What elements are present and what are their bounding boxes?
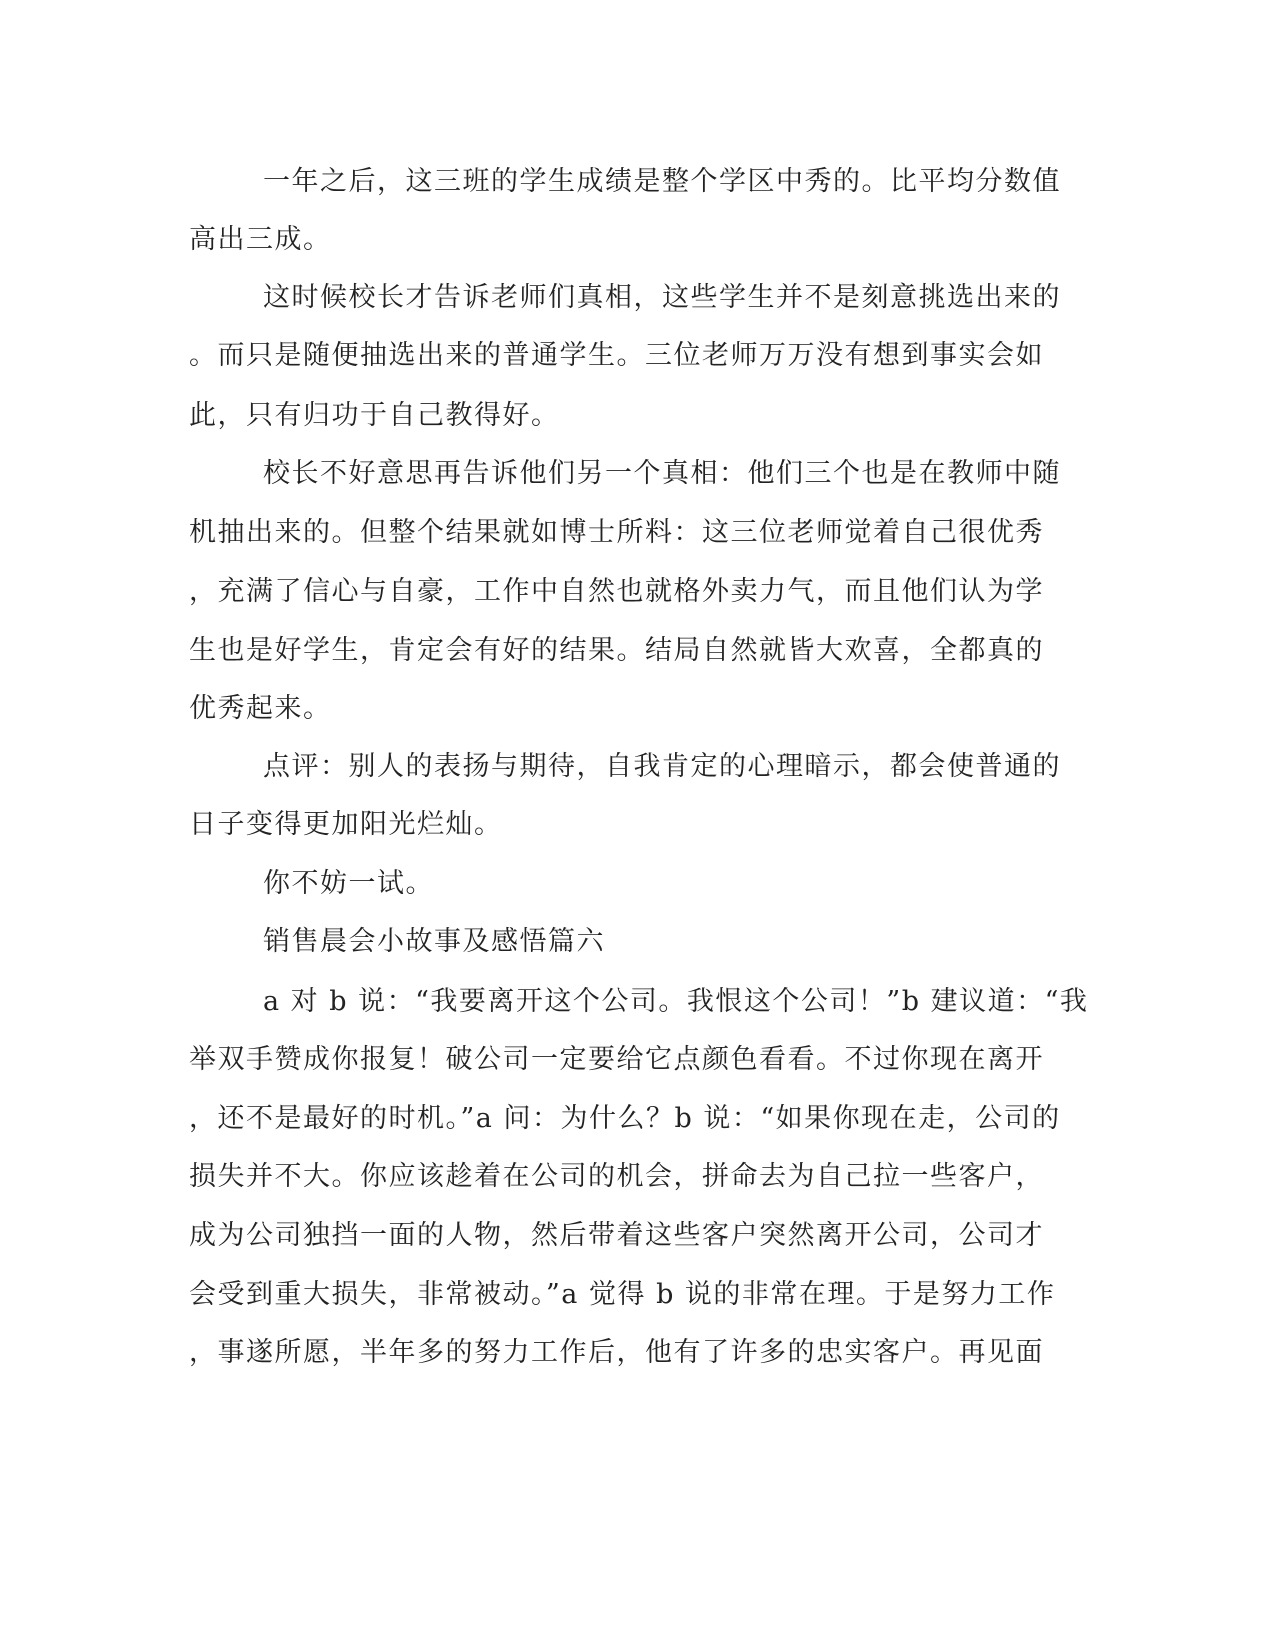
paragraph-line: 机抽出来的。但整个结果就如博士所料：这三位老师觉着自己很优秀 (189, 517, 1044, 548)
paragraph-line: 生也是好学生，肯定会有好的结果。结局自然就皆大欢喜，全都真的 (189, 635, 1044, 666)
paragraph-line: ，事遂所愿，半年多的努力工作后，他有了许多的忠实客户。再见面 (189, 1337, 1044, 1368)
paragraph-line: 一年之后，这三班的学生成绩是整个学区中秀的。比平均分数值 (263, 166, 1061, 197)
paragraph-line: 优秀起来。 (189, 693, 332, 724)
paragraph-line: 。而只是随便抽选出来的普通学生。三位老师万万没有想到事实会如 (189, 340, 1044, 371)
paragraph-line: 高出三成。 (189, 224, 332, 255)
paragraph-line: ，还不是最好的时机。”a 问：为什么？b 说：“如果你现在走，公司的 (189, 1103, 1061, 1134)
paragraph-line: 举双手赞成你报复！破公司一定要给它点颜色看看。不过你现在离开 (189, 1044, 1044, 1075)
paragraph-line: 这时候校长才告诉老师们真相，这些学生并不是刻意挑选出来的 (263, 282, 1061, 313)
paragraph-line: 点评：别人的表扬与期待，自我肯定的心理暗示，都会使普通的 (263, 751, 1061, 782)
paragraph-line: 此，只有归功于自己教得好。 (189, 400, 560, 431)
paragraph-line: 你不妨一试。 (263, 868, 434, 899)
paragraph-line: 损失并不大。你应该趁着在公司的机会，拼命去为自己拉一些客户， (189, 1161, 1044, 1192)
paragraph-line: a 对 b 说：“我要离开这个公司。我恨这个公司！”b 建议道：“我 (263, 986, 1089, 1017)
paragraph-line: 成为公司独挡一面的人物，然后带着这些客户突然离开公司，公司才 (189, 1220, 1044, 1251)
section-heading: 销售晨会小故事及感悟篇六 (263, 926, 605, 957)
paragraph-line: 会受到重大损失，非常被动。”a 觉得 b 说的非常在理。于是努力工作 (189, 1279, 1056, 1310)
paragraph-line: ，充满了信心与自豪，工作中自然也就格外卖力气，而且他们认为学 (189, 576, 1044, 607)
paragraph-line: 日子变得更加阳光烂灿。 (189, 809, 503, 840)
paragraph-line: 校长不好意思再告诉他们另一个真相：他们三个也是在教师中随 (263, 458, 1061, 489)
